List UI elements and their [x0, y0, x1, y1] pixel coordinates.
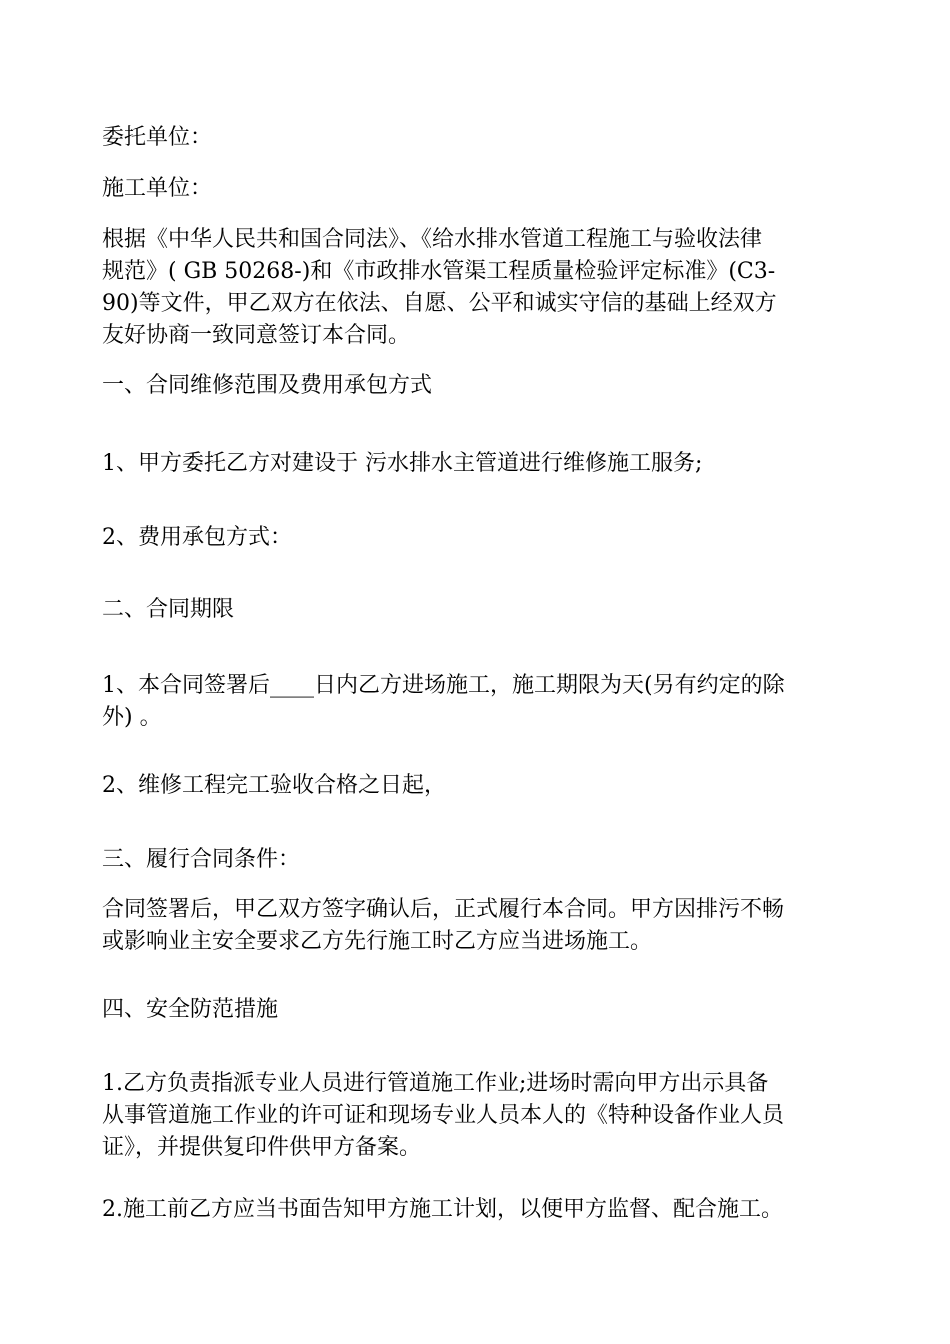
clause-4-1 [102, 1068, 862, 1164]
text-line: 二、合同期限 [102, 597, 235, 622]
text-line: 友好协商一致同意签订本合同。 [102, 323, 411, 348]
text-line: 证》，并提供复印件供甲方备案。 [102, 1135, 422, 1160]
clause-2-2 [102, 770, 862, 802]
text-line: 根据《中华人民共和国合同法》、《给水排水管道工程施工与验收法律 [102, 227, 763, 252]
text-line: 规范》( GB 50268-)和《市政排水管渠工程质量检验评定标准》(C3- [102, 259, 776, 284]
section-heading-2 [102, 594, 862, 626]
contractor-unit-label [102, 173, 862, 205]
text-line: 施工单位： [102, 176, 213, 201]
preamble-paragraph [102, 224, 862, 352]
text-line: 1.乙方负责指派专业人员进行管道施工作业;进场时需向甲方出示具备 [102, 1071, 769, 1096]
text-line: 四、安全防范措施 [102, 997, 279, 1022]
text-line: 2、费用承包方式： [102, 525, 292, 550]
clause-2-1 [102, 670, 862, 734]
clause-1-2 [102, 522, 862, 554]
clause-1-1 [102, 448, 862, 480]
clause-3-body [102, 894, 862, 958]
text-line: 外) 。 [102, 705, 162, 730]
text-line: 或影响业主安全要求乙方先行施工时乙方应当进场施工。 [102, 929, 653, 954]
text-line: 2、维修工程完工验收合格之日起， [102, 773, 446, 798]
text-line: 一、合同维修范围及费用承包方式 [102, 373, 433, 398]
text-line: 1、本合同签署后____日内乙方进场施工，施工期限为天(另有约定的除 [102, 673, 785, 698]
text-line: 委托单位： [102, 125, 213, 150]
section-heading-1 [102, 370, 862, 402]
section-heading-3 [102, 844, 862, 876]
text-line: 合同签署后，甲乙双方签字确认后，正式履行本合同。甲方因排污不畅 [102, 897, 785, 922]
text-line: 从事管道施工作业的许可证和现场专业人员本人的《特种设备作业人员 [102, 1103, 785, 1128]
text-line: 2.施工前乙方应当书面告知甲方施工计划，以便甲方监督、配合施工。 [102, 1197, 783, 1222]
clause-4-2 [102, 1194, 862, 1226]
text-line: 1、甲方委托乙方对建设于 污水排水主管道进行维修施工服务; [102, 451, 703, 476]
client-unit-label [102, 122, 862, 154]
text-line: 90)等文件，甲乙双方在依法、自愿、公平和诚实守信的基础上经双方 [102, 291, 777, 316]
text-line: 三、履行合同条件： [102, 847, 301, 872]
section-heading-4 [102, 994, 862, 1026]
